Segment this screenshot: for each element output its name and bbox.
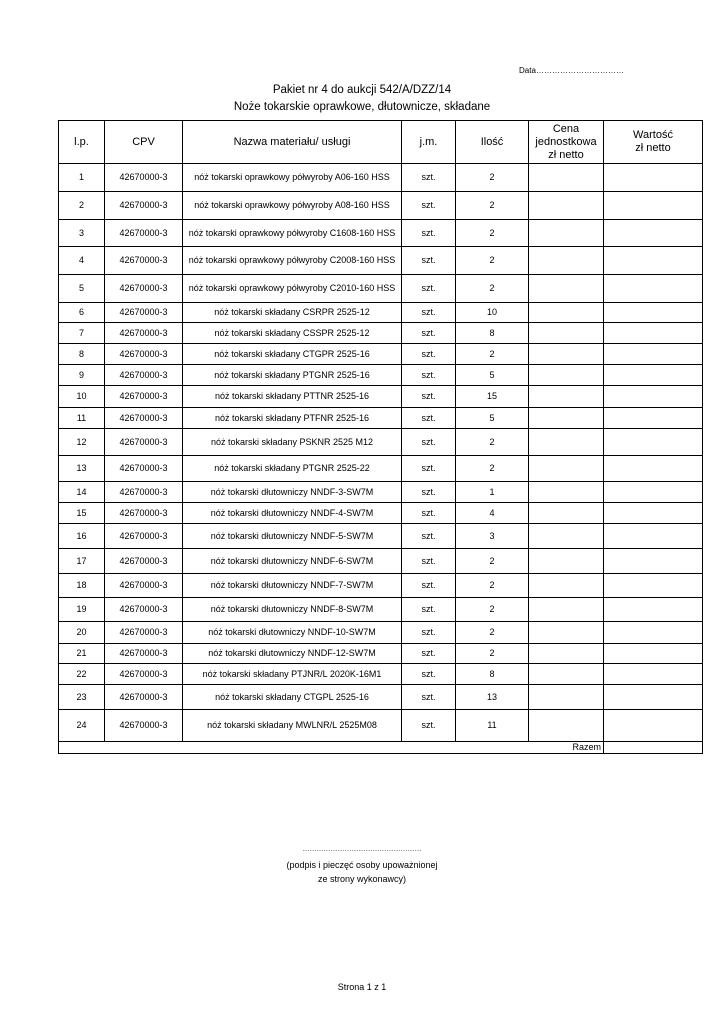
cell-qty: 2 (456, 574, 529, 598)
cell-price (529, 192, 604, 220)
cell-price (529, 574, 604, 598)
cell-name: nóż tokarski dłutowniczy NNDF-5-SW7M (183, 524, 402, 549)
cell-lp: 14 (59, 482, 105, 503)
cell-price (529, 275, 604, 303)
header-value-l1: Wartość (633, 129, 673, 141)
table-row (59, 644, 703, 664)
cell-value (604, 303, 703, 323)
table-row (59, 622, 703, 644)
cell-value (604, 685, 703, 710)
table-row (59, 365, 703, 386)
cell-cpv: 42670000-3 (105, 365, 183, 386)
cell-unit: szt. (402, 164, 456, 192)
cell-value (604, 192, 703, 220)
cell-unit: szt. (402, 622, 456, 644)
cell-value (604, 524, 703, 549)
cell-price (529, 164, 604, 192)
cell-lp: 23 (59, 685, 105, 710)
cell-unit: szt. (402, 275, 456, 303)
cell-value (604, 220, 703, 247)
cell-cpv: 42670000-3 (105, 524, 183, 549)
cell-name: nóż tokarski oprawkowy półwyroby C2008-160 HSS (183, 247, 402, 275)
cell-lp: 2 (59, 192, 105, 220)
cell-value (604, 323, 703, 344)
cell-price (529, 220, 604, 247)
cell-name: nóż tokarski dłutowniczy NNDF-8-SW7M (183, 598, 402, 622)
cell-price (529, 408, 604, 429)
cell-lp: 20 (59, 622, 105, 644)
cell-price (529, 503, 604, 524)
cell-price (529, 710, 604, 742)
cell-unit: szt. (402, 685, 456, 710)
cell-value (604, 482, 703, 503)
table-row (59, 344, 703, 365)
cell-price (529, 456, 604, 482)
cell-unit: szt. (402, 456, 456, 482)
table-row (59, 429, 703, 456)
cell-name: nóż tokarski dłutowniczy NNDF-12-SW7M (183, 644, 402, 664)
cell-unit: szt. (402, 408, 456, 429)
total-row (59, 742, 703, 754)
cell-qty: 10 (456, 303, 529, 323)
cell-name: nóż tokarski dłutowniczy NNDF-4-SW7M (183, 503, 402, 524)
cell-unit: szt. (402, 598, 456, 622)
cell-cpv: 42670000-3 (105, 386, 183, 408)
cell-unit: szt. (402, 344, 456, 365)
cell-unit: szt. (402, 524, 456, 549)
cell-cpv: 42670000-3 (105, 323, 183, 344)
cell-value (604, 275, 703, 303)
table-row (59, 456, 703, 482)
cell-qty: 5 (456, 365, 529, 386)
cell-price (529, 247, 604, 275)
cell-lp: 5 (59, 275, 105, 303)
cell-unit: szt. (402, 664, 456, 685)
cell-qty: 2 (456, 644, 529, 664)
cell-unit: szt. (402, 574, 456, 598)
cell-cpv: 42670000-3 (105, 503, 183, 524)
table-row (59, 503, 703, 524)
table-row (59, 664, 703, 685)
signature-line: …………………………………………… (302, 846, 422, 853)
cell-unit: szt. (402, 323, 456, 344)
cell-qty: 2 (456, 192, 529, 220)
page-number: Strona 1 z 1 (337, 982, 387, 992)
cell-cpv: 42670000-3 (105, 549, 183, 574)
table-row (59, 408, 703, 429)
cell-lp: 24 (59, 710, 105, 742)
cell-cpv: 42670000-3 (105, 220, 183, 247)
cell-price (529, 365, 604, 386)
cell-cpv: 42670000-3 (105, 456, 183, 482)
cell-name: nóż tokarski oprawkowy półwyroby A08-160 HSS (183, 192, 402, 220)
cell-value (604, 503, 703, 524)
cell-lp: 10 (59, 386, 105, 408)
cell-value (604, 549, 703, 574)
cell-qty: 2 (456, 598, 529, 622)
table-row (59, 549, 703, 574)
cell-lp: 18 (59, 574, 105, 598)
cell-price (529, 386, 604, 408)
cell-qty: 2 (456, 220, 529, 247)
cell-value (604, 365, 703, 386)
cell-price (529, 482, 604, 503)
cell-qty: 13 (456, 685, 529, 710)
cell-lp: 6 (59, 303, 105, 323)
cell-cpv: 42670000-3 (105, 685, 183, 710)
cell-lp: 17 (59, 549, 105, 574)
header-lp: l.p. (59, 121, 105, 164)
cell-name: nóż tokarski dłutowniczy NNDF-6-SW7M (183, 549, 402, 574)
cell-lp: 16 (59, 524, 105, 549)
cell-price (529, 429, 604, 456)
cell-lp: 12 (59, 429, 105, 456)
cell-name: nóż tokarski składany PTFNR 2525-16 (183, 408, 402, 429)
cell-value (604, 598, 703, 622)
header-unit: j.m. (402, 121, 456, 164)
cell-unit: szt. (402, 365, 456, 386)
header-price-l2: jednostkowa (535, 135, 597, 148)
signature-caption-2: ze strony wykonawcy) (317, 874, 407, 884)
cell-cpv: 42670000-3 (105, 164, 183, 192)
header-price-l1: Cena (552, 122, 580, 135)
cell-unit: szt. (402, 303, 456, 323)
header-price (529, 121, 604, 164)
cell-price (529, 303, 604, 323)
cell-qty: 4 (456, 503, 529, 524)
cell-name: nóż tokarski dłutowniczy NNDF-7-SW7M (183, 574, 402, 598)
cell-unit: szt. (402, 710, 456, 742)
table-row (59, 482, 703, 503)
table-row (59, 386, 703, 408)
cell-lp: 1 (59, 164, 105, 192)
table-row (59, 710, 703, 742)
items-table (58, 120, 703, 754)
cell-value (604, 622, 703, 644)
cell-value (604, 164, 703, 192)
cell-cpv: 42670000-3 (105, 664, 183, 685)
header-qty: Ilość (456, 121, 529, 164)
cell-value (604, 574, 703, 598)
cell-cpv: 42670000-3 (105, 622, 183, 644)
cell-lp: 8 (59, 344, 105, 365)
table-row (59, 275, 703, 303)
cell-name: nóż tokarski składany PTTNR 2525-16 (183, 386, 402, 408)
cell-lp: 7 (59, 323, 105, 344)
cell-value (604, 429, 703, 456)
table-row (59, 247, 703, 275)
cell-name: nóż tokarski składany CSSPR 2525-12 (183, 323, 402, 344)
cell-price (529, 664, 604, 685)
cell-qty: 2 (456, 622, 529, 644)
cell-cpv: 42670000-3 (105, 192, 183, 220)
cell-price (529, 524, 604, 549)
cell-unit: szt. (402, 220, 456, 247)
total-label: Razem (59, 742, 604, 754)
cell-unit: szt. (402, 644, 456, 664)
date-field: Data…………………………… (519, 66, 624, 75)
cell-name: nóż tokarski oprawkowy półwyroby C1608-160 HSS (183, 220, 402, 247)
cell-lp: 22 (59, 664, 105, 685)
cell-name: nóż tokarski składany CTGPR 2525-16 (183, 344, 402, 365)
cell-name: nóż tokarski dłutowniczy NNDF-10-SW7M (183, 622, 402, 644)
cell-cpv: 42670000-3 (105, 574, 183, 598)
cell-qty: 8 (456, 664, 529, 685)
cell-qty: 5 (456, 408, 529, 429)
cell-price (529, 549, 604, 574)
header-value (604, 121, 703, 164)
cell-qty: 2 (456, 456, 529, 482)
cell-name: nóż tokarski dłutowniczy NNDF-3-SW7M (183, 482, 402, 503)
table-row (59, 220, 703, 247)
cell-unit: szt. (402, 429, 456, 456)
cell-lp: 4 (59, 247, 105, 275)
cell-name: nóż tokarski składany PTGNR 2525-16 (183, 365, 402, 386)
cell-cpv: 42670000-3 (105, 710, 183, 742)
cell-lp: 3 (59, 220, 105, 247)
cell-qty: 2 (456, 275, 529, 303)
cell-name: nóż tokarski oprawkowy półwyroby A06-160 HSS (183, 164, 402, 192)
cell-unit: szt. (402, 247, 456, 275)
cell-qty: 2 (456, 429, 529, 456)
cell-cpv: 42670000-3 (105, 344, 183, 365)
cell-unit: szt. (402, 386, 456, 408)
cell-unit: szt. (402, 192, 456, 220)
table-header-row (59, 121, 703, 164)
cell-cpv: 42670000-3 (105, 644, 183, 664)
cell-cpv: 42670000-3 (105, 482, 183, 503)
cell-value (604, 247, 703, 275)
cell-price (529, 598, 604, 622)
cell-price (529, 644, 604, 664)
cell-value (604, 664, 703, 685)
cell-cpv: 42670000-3 (105, 429, 183, 456)
cell-qty: 8 (456, 323, 529, 344)
table-row (59, 323, 703, 344)
document-subtitle: Noże tokarskie oprawkowe, dłutownicze, składane (233, 101, 491, 113)
cell-price (529, 685, 604, 710)
cell-price (529, 323, 604, 344)
table-row (59, 685, 703, 710)
cell-value (604, 386, 703, 408)
cell-qty: 15 (456, 386, 529, 408)
cell-value (604, 456, 703, 482)
cell-lp: 15 (59, 503, 105, 524)
cell-name: nóż tokarski składany CSRPR 2525-12 (183, 303, 402, 323)
cell-lp: 21 (59, 644, 105, 664)
cell-qty: 2 (456, 344, 529, 365)
cell-value (604, 344, 703, 365)
cell-name: nóż tokarski składany PSKNR 2525 M12 (183, 429, 402, 456)
cell-name: nóż tokarski składany CTGPL 2525-16 (183, 685, 402, 710)
cell-qty: 2 (456, 247, 529, 275)
cell-cpv: 42670000-3 (105, 247, 183, 275)
header-price-l3: zł netto (548, 148, 584, 161)
header-value-l2: zł netto (635, 142, 671, 154)
cell-unit: szt. (402, 503, 456, 524)
table-row (59, 524, 703, 549)
table-row (59, 164, 703, 192)
cell-qty: 1 (456, 482, 529, 503)
cell-price (529, 622, 604, 644)
table-row (59, 192, 703, 220)
cell-value (604, 644, 703, 664)
cell-unit: szt. (402, 482, 456, 503)
cell-qty: 2 (456, 164, 529, 192)
cell-cpv: 42670000-3 (105, 408, 183, 429)
cell-lp: 19 (59, 598, 105, 622)
signature-caption-1: (podpis i pieczęć osoby upoważnionej (286, 860, 438, 870)
cell-value (604, 408, 703, 429)
cell-cpv: 42670000-3 (105, 275, 183, 303)
cell-price (529, 344, 604, 365)
cell-qty: 3 (456, 524, 529, 549)
header-cpv: CPV (105, 121, 183, 164)
cell-cpv: 42670000-3 (105, 598, 183, 622)
cell-lp: 13 (59, 456, 105, 482)
cell-value (604, 710, 703, 742)
cell-qty: 11 (456, 710, 529, 742)
table-row (59, 574, 703, 598)
header-name: Nazwa materiału/ usługi (183, 121, 402, 164)
cell-qty: 2 (456, 549, 529, 574)
cell-name: nóż tokarski oprawkowy półwyroby C2010-160 HSS (183, 275, 402, 303)
cell-name: nóż tokarski składany PTJNR/L 2020K-16M1 (183, 664, 402, 685)
cell-unit: szt. (402, 549, 456, 574)
cell-lp: 11 (59, 408, 105, 429)
document-title: Pakiet nr 4 do aukcji 542/A/DZZ/14 (272, 84, 452, 96)
table-row (59, 303, 703, 323)
cell-name: nóż tokarski składany MWLNR/L 2525M08 (183, 710, 402, 742)
cell-cpv: 42670000-3 (105, 303, 183, 323)
cell-name: nóż tokarski składany PTGNR 2525-22 (183, 456, 402, 482)
total-value (604, 742, 703, 754)
cell-lp: 9 (59, 365, 105, 386)
table-row (59, 598, 703, 622)
